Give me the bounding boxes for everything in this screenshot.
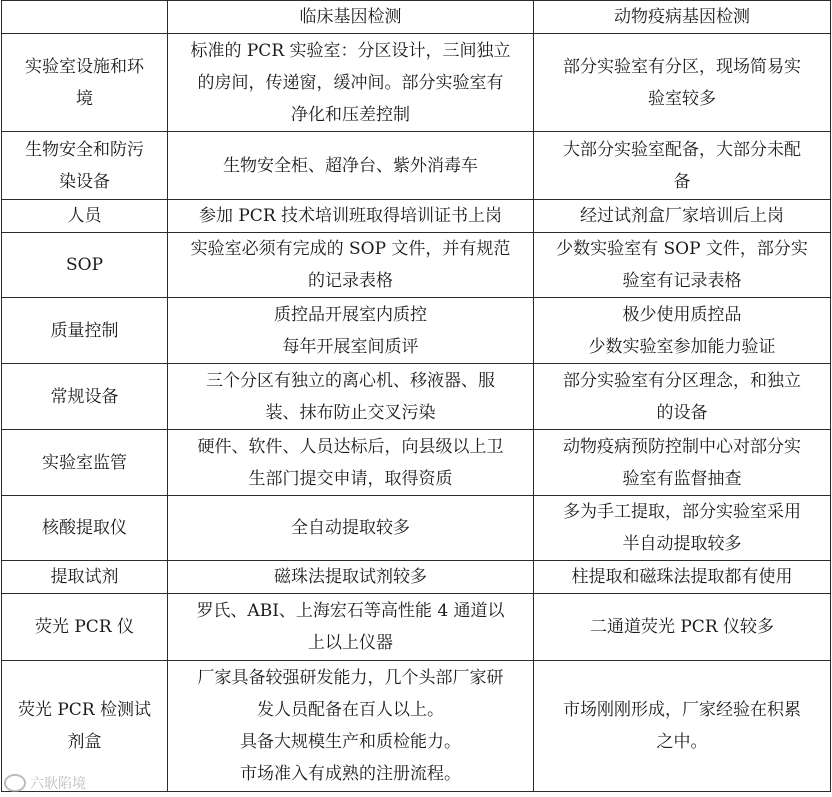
clinical-cell — [168, 298, 534, 364]
cell-line: 提取试剂 — [50, 567, 119, 587]
cell-line: 境 — [76, 88, 93, 109]
animal-cell — [534, 594, 831, 661]
cell-line: 常规设备 — [50, 386, 119, 407]
table-row — [2, 430, 831, 496]
header-corner — [2, 1, 168, 34]
animal-cell — [534, 661, 831, 792]
table-row — [2, 594, 831, 661]
row-label-cell — [2, 661, 168, 792]
animal-cell — [534, 496, 831, 561]
cell-line: 净化和压差控制 — [291, 104, 410, 125]
cell-line: 实验室必须有完成的 SOP 文件，并有规范 — [190, 239, 511, 259]
header-row — [2, 1, 831, 34]
cell-line: 柱提取和磁珠法提取都有使用 — [571, 567, 793, 587]
clinical-cell — [168, 364, 534, 430]
cell-line: 上以上仪器 — [308, 633, 393, 653]
cell-line: 的设备 — [656, 402, 708, 423]
cell-line: 生部门提交申请，取得资质 — [248, 468, 453, 489]
header-animal: 动物疫病基因检测 — [534, 1, 831, 34]
cell-line: 装、抹布防止交叉污染 — [265, 402, 436, 423]
cell-line: 之中。 — [656, 732, 708, 752]
cell-line: 每年开展室间质评 — [282, 336, 419, 357]
header-clinical: 临床基因检测 — [168, 1, 534, 34]
row-label-cell — [2, 594, 168, 661]
cell-line: 标准的 PCR 实验室：分区设计，三间独立 — [190, 40, 511, 61]
cell-line: 少数实验室有 SOP 文件，部分实 — [556, 239, 808, 259]
cell-line: 市场刚刚形成，厂家经验在积累 — [563, 700, 801, 720]
watermark-logo-icon — [4, 774, 26, 792]
table-row — [2, 34, 831, 132]
table-body — [2, 34, 831, 792]
table-row — [2, 132, 831, 200]
cell-line: 实验室监管 — [42, 452, 127, 473]
cell-line: 三个分区有独立的离心机、移液器、服 — [206, 370, 495, 391]
cell-line: 多为手工提取，部分实验室采用 — [563, 502, 801, 522]
table-row — [2, 298, 831, 364]
row-label-cell — [2, 496, 168, 561]
watermark — [4, 773, 86, 793]
row-label-cell — [2, 298, 168, 364]
row-label-cell — [2, 200, 168, 233]
animal-cell — [534, 132, 831, 200]
cell-line: 发人员配备在百人以上。 — [257, 700, 444, 720]
table-row — [2, 561, 831, 594]
cell-line: 质量控制 — [50, 320, 119, 341]
cell-line: 验室较多 — [648, 88, 716, 109]
cell-line: 具备大规模生产和质检能力。 — [240, 732, 461, 752]
animal-cell — [534, 364, 831, 430]
cell-line: 硬件、软件、人员达标后，向县级以上卫 — [197, 436, 504, 457]
cell-line: 生物安全柜、超净台、紫外消毒车 — [223, 155, 478, 176]
table-row — [2, 661, 831, 792]
clinical-cell — [168, 661, 534, 792]
cell-line: 少数实验室参加能力验证 — [588, 336, 776, 357]
row-label-cell — [2, 233, 168, 298]
cell-line: 市场准入有成熟的注册流程。 — [240, 764, 461, 784]
row-label-cell — [2, 364, 168, 430]
cell-line: 的记录表格 — [308, 271, 393, 291]
clinical-cell — [168, 34, 534, 132]
cell-line: 参加 PCR 技术培训班取得培训证书上岗 — [198, 206, 503, 226]
cell-line: 经过试剂盒厂家培训后上岗 — [580, 206, 784, 226]
cell-line: 备 — [673, 171, 691, 192]
cell-line: 罗氏、ABI、上海宏石等高性能 4 通道以 — [196, 601, 505, 621]
animal-cell — [534, 298, 831, 364]
cell-line: 染设备 — [59, 171, 110, 192]
cell-line: 动物疫病预防控制中心对部分实 — [563, 436, 801, 457]
row-label-cell — [2, 34, 168, 132]
animal-cell — [534, 233, 831, 298]
cell-line: 荧光 PCR 检测试 — [17, 700, 152, 720]
clinical-cell — [168, 200, 534, 233]
cell-line: 半自动提取较多 — [622, 534, 742, 554]
animal-cell — [534, 200, 831, 233]
cell-line: 生物安全和防污 — [25, 139, 144, 160]
animal-cell — [534, 34, 831, 132]
clinical-cell — [168, 561, 534, 594]
table-row — [2, 200, 831, 233]
clinical-cell — [168, 430, 534, 496]
cell-line: 核酸提取仪 — [42, 518, 127, 538]
cell-line: 的房间，传递窗，缓冲间。部分实验室有 — [197, 72, 504, 93]
clinical-cell — [168, 132, 534, 200]
cell-line: 二通道荧光 PCR 仪较多 — [589, 617, 775, 637]
cell-line: 荧光 PCR 仪 — [34, 617, 135, 637]
clinical-cell — [168, 496, 534, 561]
cell-line: 部分实验室有分区，现场简易实 — [563, 56, 801, 77]
cell-line: 人员 — [67, 206, 102, 226]
cell-line: 磁珠法提取试剂较多 — [274, 567, 427, 587]
cell-line: 大部分实验室配备，大部分未配 — [563, 139, 801, 160]
cell-line: SOP — [65, 255, 104, 275]
animal-cell — [534, 561, 831, 594]
table-row — [2, 233, 831, 298]
cell-line: 实验室设施和环 — [25, 56, 144, 77]
clinical-cell — [168, 233, 534, 298]
cell-line: 厂家具备较强研发能力，几个头部厂家研 — [197, 668, 504, 688]
table-row — [2, 364, 831, 430]
animal-cell — [534, 430, 831, 496]
clinical-cell — [168, 594, 534, 661]
comparison-table — [1, 0, 831, 792]
cell-line: 质控品开展室内质控 — [274, 304, 427, 325]
row-label-cell — [2, 561, 168, 594]
cell-line: 剂盒 — [67, 732, 102, 752]
cell-line: 全自动提取较多 — [291, 518, 410, 538]
cell-line: 极少使用质控品 — [622, 304, 742, 325]
watermark-text: 六耿陷境 — [30, 776, 86, 792]
cell-line: 部分实验室有分区理念，和独立 — [563, 370, 801, 391]
row-label-cell — [2, 132, 168, 200]
table-row — [2, 496, 831, 561]
row-label-cell — [2, 430, 168, 496]
cell-line: 验室有监督抽查 — [622, 468, 742, 489]
cell-line: 验室有记录表格 — [622, 271, 742, 291]
